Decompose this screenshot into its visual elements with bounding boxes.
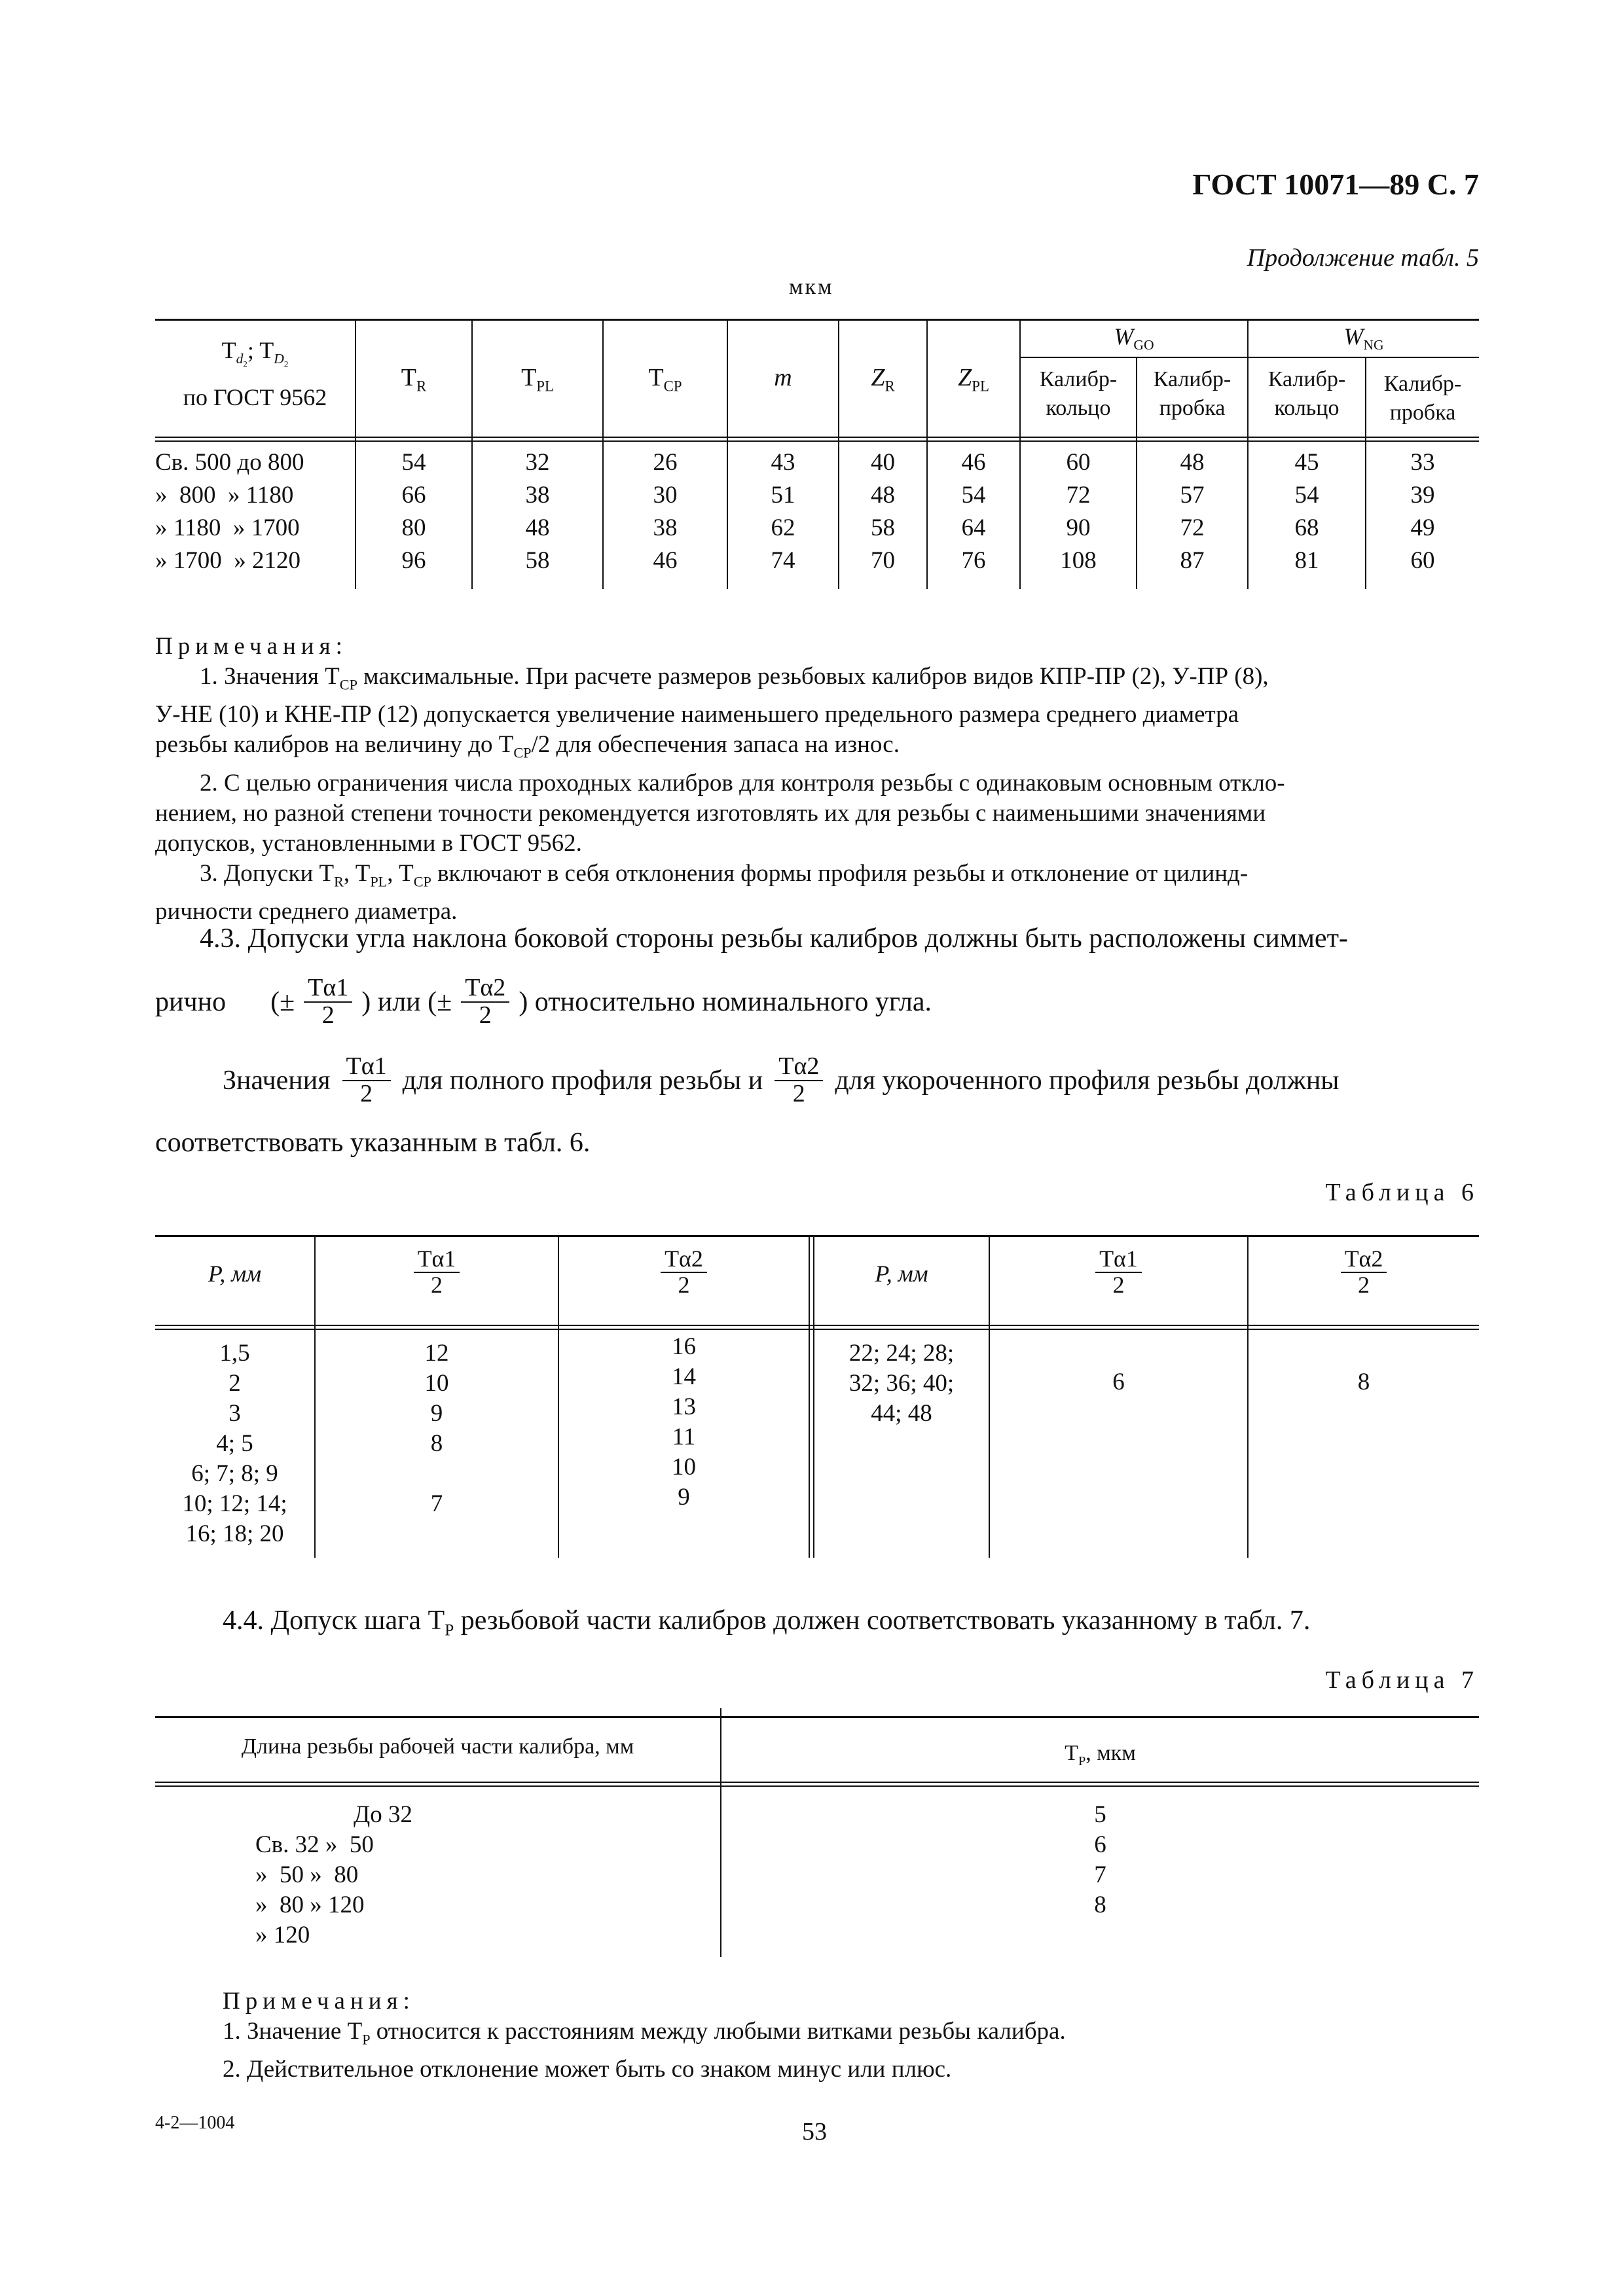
table-cell: 72	[1066, 482, 1091, 509]
table-cell: 32	[525, 449, 550, 476]
document-header: ГОСТ 10071—89 С. 7	[1192, 168, 1479, 201]
table-cell: 58	[871, 514, 895, 541]
list-item: 14	[672, 1363, 696, 1390]
sec43-line2: рично (± $\frac{T\alpha 1}{2}$ ) или (± $\frac{T\alpha 2}{2}$ ) относительно номинального угла.	[155, 974, 932, 1029]
footer-code: 4-2—1004	[155, 2113, 235, 2133]
table-row	[155, 514, 1479, 547]
note-3: 3. Допуски $T_R$, $T_{PL}$, $T_{CP}$ включают в себя отклонения формы профиля резьбы и отклонение от цилинд-	[200, 859, 1249, 890]
table-cell: 38	[525, 482, 550, 509]
table-cell: 80	[401, 514, 426, 541]
col-tr: $T_R$	[401, 364, 427, 395]
list-item: 9	[678, 1484, 690, 1511]
list-item: 8	[430, 1430, 443, 1457]
list-item: 10; 12; 14;	[182, 1490, 287, 1517]
t6-col-p-right: P, мм	[875, 1261, 928, 1287]
table-cell: 48	[1180, 449, 1205, 476]
col-tpl: $T_{PL}$	[521, 364, 554, 395]
table-cell: 81	[1294, 547, 1319, 574]
list-item: 2	[228, 1370, 241, 1397]
list-item: 7	[430, 1490, 443, 1517]
t7-col-length: Длина резьбы рабочей части калибра, мм	[241, 1734, 634, 1759]
table-cell: 54	[401, 449, 426, 476]
t6-right-a2-value: 8	[1357, 1369, 1370, 1395]
table-cell: 45	[1294, 449, 1319, 476]
col-wng: $W_{NG}$	[1343, 323, 1384, 353]
sec43-line4: соответствовать указанным в табл. 6.	[155, 1128, 591, 1158]
list-item: 6	[1094, 1831, 1106, 1858]
list-item: 11	[672, 1424, 696, 1450]
row-label: » 1180 » 1700	[155, 514, 300, 541]
notes2-item-2: 2. Действительное отклонение может быть со знаком минус или плюс.	[223, 2056, 952, 2083]
list-item	[316, 1519, 558, 1549]
col-tcp: $T_{CP}$	[648, 364, 682, 395]
table-cell: 54	[1294, 482, 1319, 509]
list-item: Св. 32 » 50	[255, 1831, 374, 1858]
list-item: » 80 » 120	[255, 1892, 365, 1918]
row-label: » 1700 » 2120	[155, 547, 301, 574]
list-item	[316, 1459, 558, 1489]
row-label: Св. 500 до 800	[155, 449, 304, 476]
list-item: 3	[228, 1400, 241, 1427]
list-item: 16	[672, 1333, 696, 1360]
table-cell: 39	[1410, 482, 1435, 509]
table-row	[155, 547, 1479, 579]
t6-left-a1-values	[316, 1338, 558, 1549]
table-cell: 90	[1066, 514, 1091, 541]
col-zr: $Z_R$	[871, 364, 895, 395]
list-item: 44; 48	[871, 1400, 932, 1427]
sec43-line1: 4.3. Допуски угла наклона боковой стороны резьбы калибров должны быть расположены симмет-	[200, 924, 1348, 954]
table-cell: 87	[1180, 547, 1205, 574]
notes-title: Примечания:	[155, 633, 348, 660]
table-cell: 74	[771, 547, 795, 574]
table-cell: 51	[771, 482, 795, 509]
table-cell: 26	[653, 449, 678, 476]
table-cell: 43	[771, 449, 795, 476]
col-wng-plug: Калибр- пробка	[1383, 372, 1462, 425]
table-cell: 48	[871, 482, 895, 509]
gost-ref: по ГОСТ 9562	[183, 384, 327, 410]
t6-right-p-values	[814, 1338, 989, 1429]
table-cell: 46	[653, 547, 678, 574]
t6-left-p-values	[155, 1338, 314, 1549]
list-item: » 50 » 80	[255, 1861, 359, 1888]
table-cell: 46	[961, 449, 986, 476]
table-continuation-label: Продолжение табл. 5	[1247, 244, 1479, 272]
frac-ta1: $\frac{T\alpha 1}{2}$	[304, 975, 352, 1029]
table-row	[155, 481, 1479, 514]
table-cell: 76	[961, 547, 986, 574]
list-item: 32; 36; 40;	[848, 1370, 955, 1397]
t-d2-label: $T_{d_2}$; $T_{D_2}$	[221, 337, 289, 369]
table-cell: 66	[401, 482, 426, 509]
note-3-cont: ричности среднего диаметра.	[155, 898, 458, 925]
row-label: » 800 » 1180	[155, 482, 294, 509]
sec43-line3: Значения $\frac{T\alpha 1}{2}$ для полного профиля резьбы и $\frac{T\alpha 2}{2}$ для укороченного профиля резьбы должны	[223, 1052, 1340, 1107]
list-item: 4; 5	[216, 1430, 253, 1457]
notes2-title: Примечания:	[223, 1988, 415, 2015]
table-cell: 70	[871, 547, 895, 574]
list-item: 8	[1094, 1892, 1106, 1918]
unit-label: мкм	[789, 275, 834, 299]
table-cell: 64	[961, 514, 986, 541]
col-wgo: $W_{GO}$	[1114, 323, 1154, 353]
list-item: 7	[1094, 1861, 1106, 1888]
t6-left-a2-values	[559, 1332, 809, 1513]
frac-ta2-b: $\frac{T\alpha 2}{2}$	[775, 1054, 823, 1107]
list-item: 1,5	[219, 1340, 250, 1367]
list-item: » 120	[255, 1922, 310, 1948]
list-item: 12	[424, 1340, 449, 1367]
t7-col-tp: $T_P$, мкм	[1065, 1741, 1136, 1768]
note-2-cont-2: допусков, установленными в ГОСТ 9562.	[155, 829, 582, 857]
table-cell: 62	[771, 514, 795, 541]
col-m: m	[774, 364, 792, 391]
table-cell: 48	[525, 514, 550, 541]
note-1-cont-1: У-НЕ (10) и КНЕ-ПР (12) допускается увеличение наименьшего предельного размера среднего диаметра	[155, 701, 1239, 728]
frac-ta2: $\frac{T\alpha 2}{2}$	[461, 975, 509, 1029]
list-item: 16; 18; 20	[185, 1520, 284, 1547]
list-item: До 32	[354, 1801, 412, 1828]
list-item: 10	[672, 1454, 696, 1480]
table6-caption: Таблица 6	[1325, 1179, 1479, 1206]
list-item: 10	[424, 1370, 449, 1397]
table-cell: 38	[653, 514, 678, 541]
table-cell: 30	[653, 482, 678, 509]
list-item: 13	[672, 1393, 696, 1420]
col-wgo-plug: Калибр- пробка	[1153, 367, 1231, 420]
table-cell: 33	[1410, 449, 1435, 476]
list-item: 9	[430, 1400, 443, 1427]
notes2-item-1: 1. Значение $T_P$ относится к расстояниям между любыми витками резьбы калибра.	[223, 2018, 1066, 2048]
list-item: 6; 7; 8; 9	[191, 1460, 278, 1487]
note-1: 1. Значения $T_{CP}$ максимальные. При расчете размеров резьбовых калибров видов КПР-ПР (2), У-ПР (8),	[200, 663, 1269, 693]
table-row	[155, 448, 1479, 481]
table-cell: 72	[1180, 514, 1205, 541]
t6-col-p-left: P, мм	[208, 1261, 262, 1287]
table7-caption: Таблица 7	[1325, 1666, 1479, 1694]
col-zpl: $Z_{PL}$	[958, 364, 989, 395]
t6-col-a2-right: $\frac{T\alpha 2}{2}$	[1249, 1247, 1479, 1298]
t6-col-a1-right: $\frac{T\alpha 1}{2}$	[990, 1247, 1247, 1298]
table-cell: 40	[871, 449, 895, 476]
table-cell: 58	[525, 547, 550, 574]
table-cell: 49	[1410, 514, 1435, 541]
notes-block-1	[155, 632, 1479, 927]
list-item: 5	[1094, 1801, 1106, 1828]
note-2-cont-1: нением, но разной степени точности рекомендуется изготовлять их для резьбы с наименьшими значениями	[155, 799, 1266, 827]
note-2: 2. С целью ограничения числа проходных калибров для контроля резьбы с одинаковым основным откло-	[200, 769, 1285, 797]
table5-header-first-col	[155, 334, 355, 414]
t7-tp-values	[721, 1800, 1479, 1920]
list-item: 22; 24; 28;	[848, 1340, 955, 1367]
frac-ta1-b: $\frac{T\alpha 1}{2}$	[342, 1054, 391, 1107]
t6-col-a2-left: $\frac{T\alpha 2}{2}$	[559, 1247, 809, 1298]
t6-right-a1-value: 6	[1112, 1369, 1125, 1395]
sec44-text: 4.4. Допуск шага $T_P$ резьбовой части калибров должен соответствовать указанному в табл. 7.	[223, 1605, 1311, 1640]
table-cell: 54	[961, 482, 986, 509]
table-cell: 96	[401, 547, 426, 574]
page-number: 53	[802, 2118, 827, 2145]
note-1-cont-2: резьбы калибров на величину до $T_{CP}/2$ для обеспечения запаса на износ.	[155, 731, 900, 761]
col-wgo-ring: Калибр- кольцо	[1039, 367, 1118, 420]
t7-length-values	[255, 1800, 412, 1950]
t6-col-a1-left: $\frac{T\alpha 1}{2}$	[316, 1247, 558, 1298]
table-cell: 60	[1410, 547, 1435, 574]
table-cell: 68	[1294, 514, 1319, 541]
table-cell: 57	[1180, 482, 1205, 509]
table-cell: 108	[1060, 547, 1097, 574]
table-cell: 60	[1066, 449, 1091, 476]
col-wng-ring: Калибр- кольцо	[1267, 367, 1346, 420]
notes-block-2	[223, 1986, 1066, 2085]
